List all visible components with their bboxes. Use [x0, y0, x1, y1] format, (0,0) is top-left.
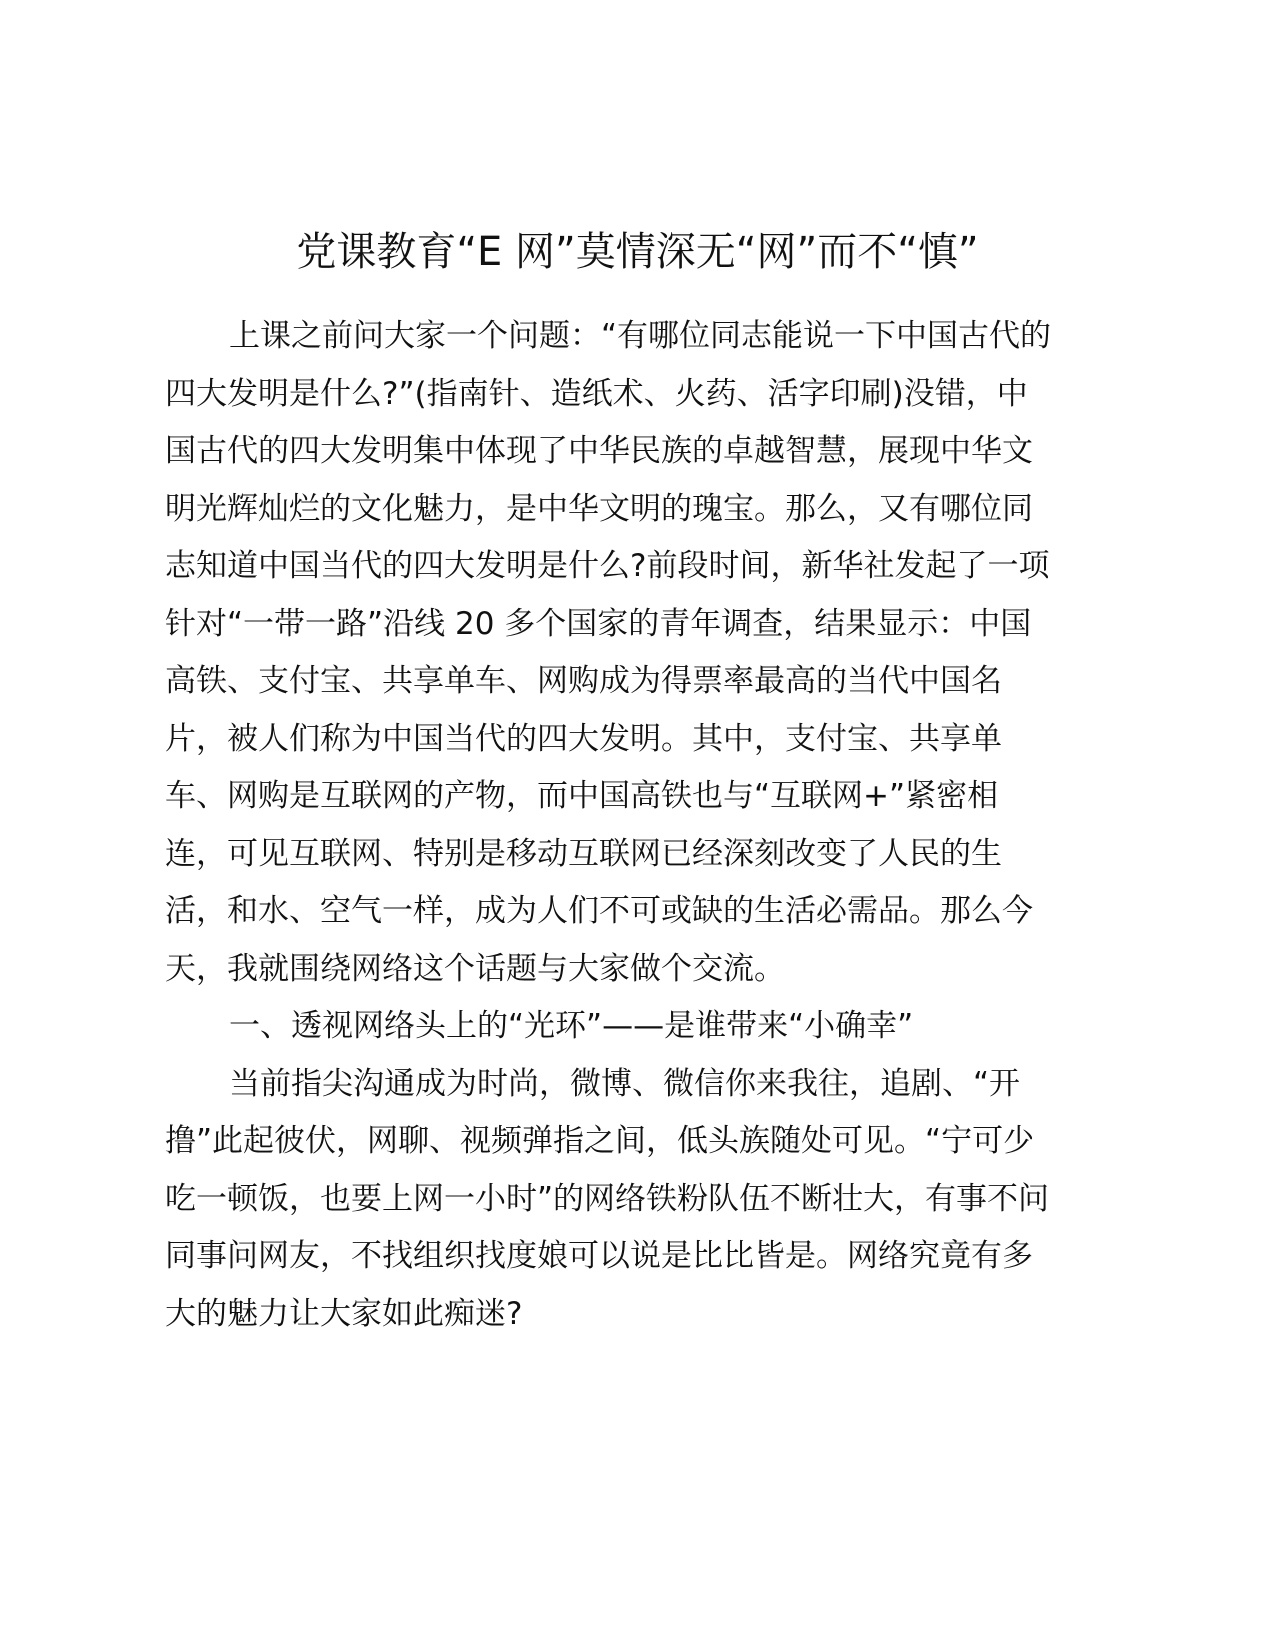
text-line: 吃一顿饭，也要上网一小时”的网络铁粉队伍不断壮大，有事不问	[165, 1180, 1050, 1217]
text-line: 明光辉灿烂的文化魅力，是中华文明的瑰宝。那么，又有哪位同	[165, 490, 1033, 527]
text-line: 四大发明是什么?”(指南针、造纸术、火药、活字印刷)没错，中	[165, 375, 1028, 412]
text-line: 国古代的四大发明集中体现了中华民族的卓越智慧，展现中华文	[165, 433, 1033, 469]
text-line: 同事问网友，不找组织找度娘可以说是比比皆是。网络究竟有多	[165, 1238, 1033, 1274]
text-line: 高铁、支付宝、共享单车、网购成为得票率最高的当代中国名	[165, 663, 1002, 699]
text-line: 志知道中国当代的四大发明是什么?前段时间，新华社发起了一项	[165, 548, 1050, 584]
text-line: 一、透视网络头上的“光环”——是谁带来“小确幸”	[229, 1008, 914, 1044]
document-title: 党课教育“E 网”莫情深无“网”而不“慎”	[296, 229, 979, 275]
text-line: 片，被人们称为中国当代的四大发明。其中，支付宝、共享单	[165, 720, 1002, 757]
text-line: 上课之前问大家一个问题：“有哪位同志能说一下中国古代的	[229, 318, 1052, 354]
text-line: 活，和水、空气一样，成为人们不可或缺的生活必需品。那么今	[165, 893, 1033, 929]
paragraph-section-one	[165, 1056, 1115, 1344]
text-line: 车、网购是互联网的产物，而中国高铁也与“互联网+”紧密相	[165, 778, 999, 814]
text-line: 连，可见互联网、特别是移动互联网已经深刻改变了人民的生	[165, 835, 1002, 872]
document-body	[165, 308, 1115, 1343]
text-line: 大的魅力让大家如此痴迷?	[165, 1295, 523, 1332]
text-line: 撸”此起彼伏，网聊、视频弹指之间，低头族随处可见。“宁可少	[165, 1123, 1035, 1159]
text-line: 针对“一带一路”沿线 20 多个国家的青年调查，结果显示：中国	[165, 605, 1032, 642]
paragraph-intro	[165, 308, 1115, 998]
text-line: 天，我就围绕网络这个话题与大家做个交流。	[165, 950, 785, 987]
text-line: 当前指尖沟通成为时尚，微博、微信你来我往，追剧、“开	[229, 1065, 1021, 1102]
section-heading	[165, 998, 1115, 1056]
